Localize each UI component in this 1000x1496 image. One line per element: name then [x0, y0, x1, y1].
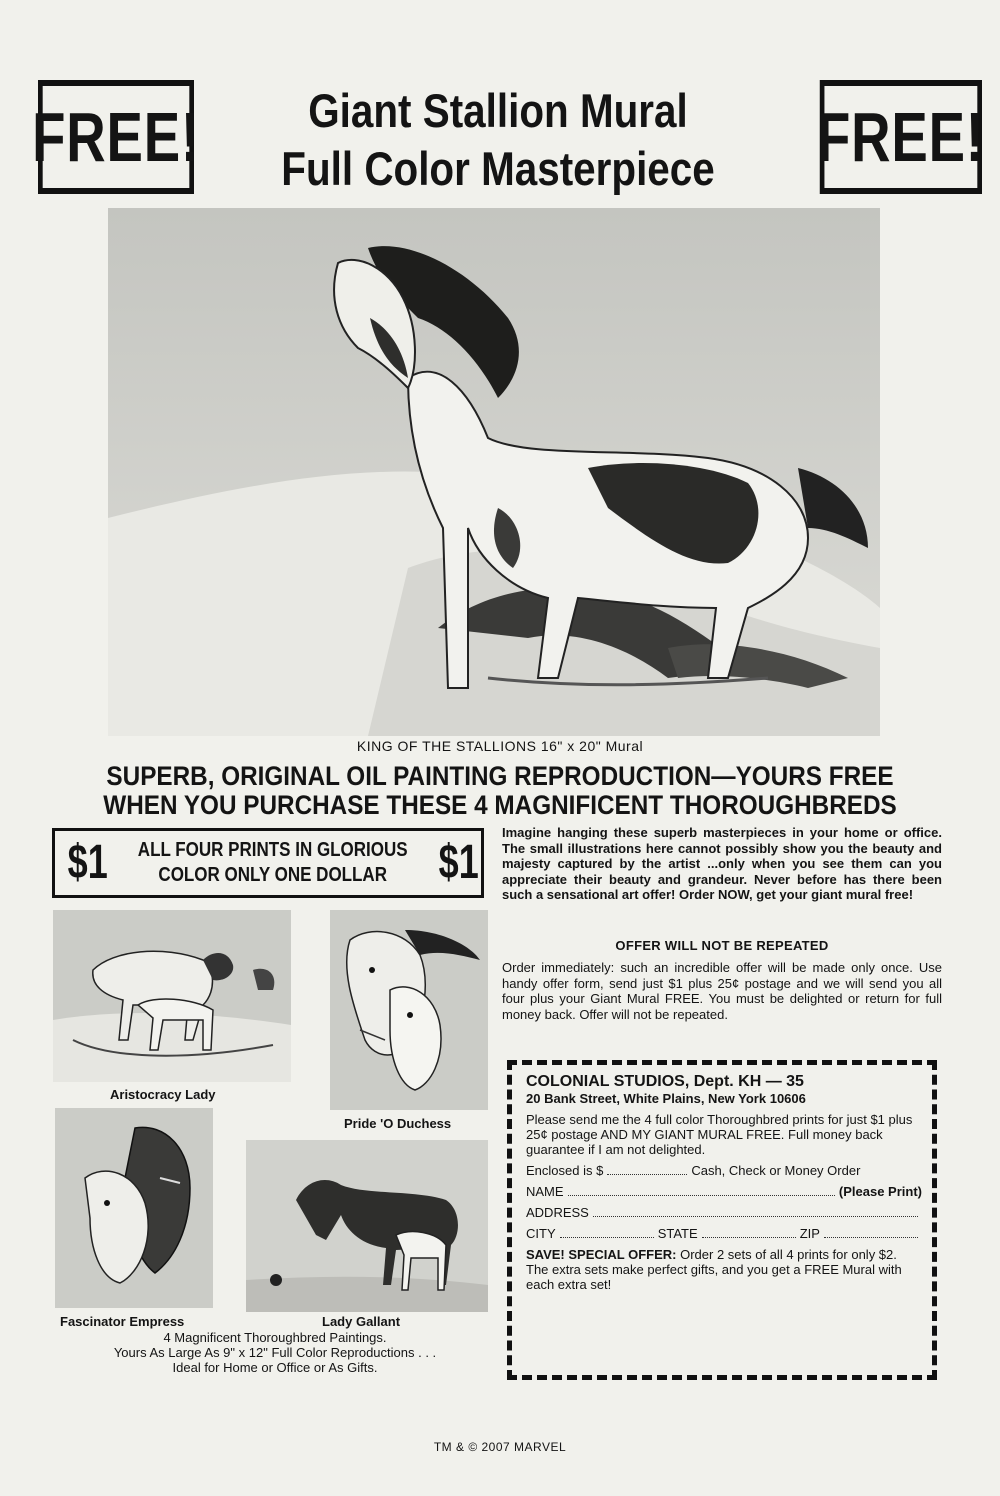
- copyright-notice: TM & © 2007 MARVEL: [433, 1440, 567, 1454]
- city-state-zip-field[interactable]: [526, 1226, 922, 1241]
- zip-line[interactable]: [824, 1237, 918, 1238]
- headline: [238, 82, 758, 198]
- price-box: [52, 828, 484, 898]
- subheadline-line-2: WHEN YOU PURCHASE THESE 4 MAGNIFICENT THOROUGHBREDS: [103, 790, 897, 820]
- enclosed-field[interactable]: [526, 1163, 922, 1178]
- subheadline: [40, 762, 960, 820]
- name-suffix: (Please Print): [838, 1184, 922, 1199]
- print-caption-pride-o-duchess: Pride 'O Duchess: [344, 1116, 452, 1131]
- headline-line-2: Full Color Masterpiece: [281, 142, 715, 195]
- coupon-address: 20 Bank Street, White Plains, New York 10606: [526, 1091, 806, 1106]
- enclosed-label: Enclosed is $: [526, 1163, 604, 1178]
- coupon-company: COLONIAL STUDIOS, Dept. KH — 35: [526, 1073, 804, 1090]
- prints-description-line-1: 4 Magnificent Thoroughbred Paintings.: [163, 1330, 387, 1345]
- print-pride-o-duchess-image: [330, 910, 488, 1110]
- enclosed-suffix: Cash, Check or Money Order: [691, 1163, 861, 1178]
- special-offer: [526, 1247, 922, 1292]
- print-lady-gallant-illustration: [246, 1140, 488, 1312]
- name-field[interactable]: [526, 1184, 922, 1199]
- print-lady-gallant-image: [246, 1140, 488, 1312]
- price-box-line-2: COLOR ONLY ONE DOLLAR: [158, 864, 388, 886]
- order-paragraph: Order immediately: such an incredible offer will be made only once. Use handy offer form, send just $1 plus 25¢ postage and we will send you all four plus your Giant Mural FREE. You must be delighted or return for full money back. Offer will not be repeated.: [502, 960, 942, 1022]
- prints-description-line-2: Yours As Large As 9" x 12" Full Color Reproductions . . .: [113, 1345, 437, 1360]
- free-badge-right: [817, 80, 985, 194]
- offer-heading: OFFER WILL NOT BE REPEATED: [615, 938, 829, 953]
- print-aristocracy-lady-image: [53, 910, 291, 1082]
- price-box-line-1: ALL FOUR PRINTS IN GLORIOUS: [138, 839, 409, 861]
- price-right: $1: [438, 836, 479, 889]
- state-line[interactable]: [702, 1237, 796, 1238]
- state-label: STATE: [657, 1226, 698, 1241]
- print-caption-aristocracy-lady: Aristocracy Lady: [110, 1087, 216, 1102]
- print-caption-lady-gallant: Lady Gallant: [322, 1314, 401, 1329]
- special-offer-text: Order 2 sets of all 4 prints for only $2. The extra sets make perfect gifts, and you get a FREE Mural with each extra set!: [526, 1247, 902, 1292]
- name-label: NAME: [526, 1184, 564, 1199]
- price-left: $1: [67, 836, 108, 889]
- print-pride-o-duchess-illustration: [330, 910, 488, 1110]
- zip-label: ZIP: [799, 1226, 820, 1241]
- free-badge-left-text: FREE!: [32, 98, 200, 176]
- free-badge-left: [32, 80, 200, 194]
- name-line[interactable]: [568, 1195, 835, 1196]
- headline-line-1: Giant Stallion Mural: [308, 84, 688, 137]
- address-label: ADDRESS: [526, 1205, 589, 1220]
- intro-paragraph: Imagine hanging these superb masterpieces in your home or office. The small illustrations here cannot possibly show you the beauty and majesty captured by the artist ...only when you see them can you appreciate their beauty and grandeur. Never before has there been such a sensational art offer! Order NOW, get your giant mural free!: [502, 825, 942, 902]
- subheadline-line-1: SUPERB, ORIGINAL OIL PAINTING REPRODUCTION—YOURS FREE: [106, 761, 894, 791]
- stallion-mural-image: [108, 208, 880, 736]
- prints-description-line-3: Ideal for Home or Office or As Gifts.: [172, 1360, 378, 1375]
- mural-caption: KING OF THE STALLIONS 16" x 20" Mural: [356, 738, 644, 754]
- prints-description: [40, 1330, 510, 1375]
- order-coupon: [507, 1060, 937, 1380]
- address-line[interactable]: [593, 1216, 918, 1217]
- city-label: CITY: [526, 1226, 556, 1241]
- stallion-illustration: [108, 208, 880, 736]
- print-caption-fascinator-empress: Fascinator Empress: [60, 1314, 185, 1329]
- print-fascinator-empress-image: [55, 1108, 213, 1308]
- print-fascinator-empress-illustration: [55, 1108, 213, 1308]
- special-offer-label: SAVE! SPECIAL OFFER:: [526, 1247, 677, 1262]
- address-field[interactable]: [526, 1205, 922, 1220]
- city-line[interactable]: [560, 1237, 654, 1238]
- coupon-request: Please send me the 4 full color Thoroughbred prints for just $1 plus 25¢ postage AND MY GIANT MURAL FREE. Full money back guarantee if I am not delighted.: [526, 1112, 913, 1157]
- print-aristocracy-lady-illustration: [53, 910, 291, 1082]
- enclosed-amount-line[interactable]: [607, 1174, 687, 1175]
- price-box-text: [114, 838, 431, 888]
- free-badge-right-text: FREE!: [817, 98, 985, 176]
